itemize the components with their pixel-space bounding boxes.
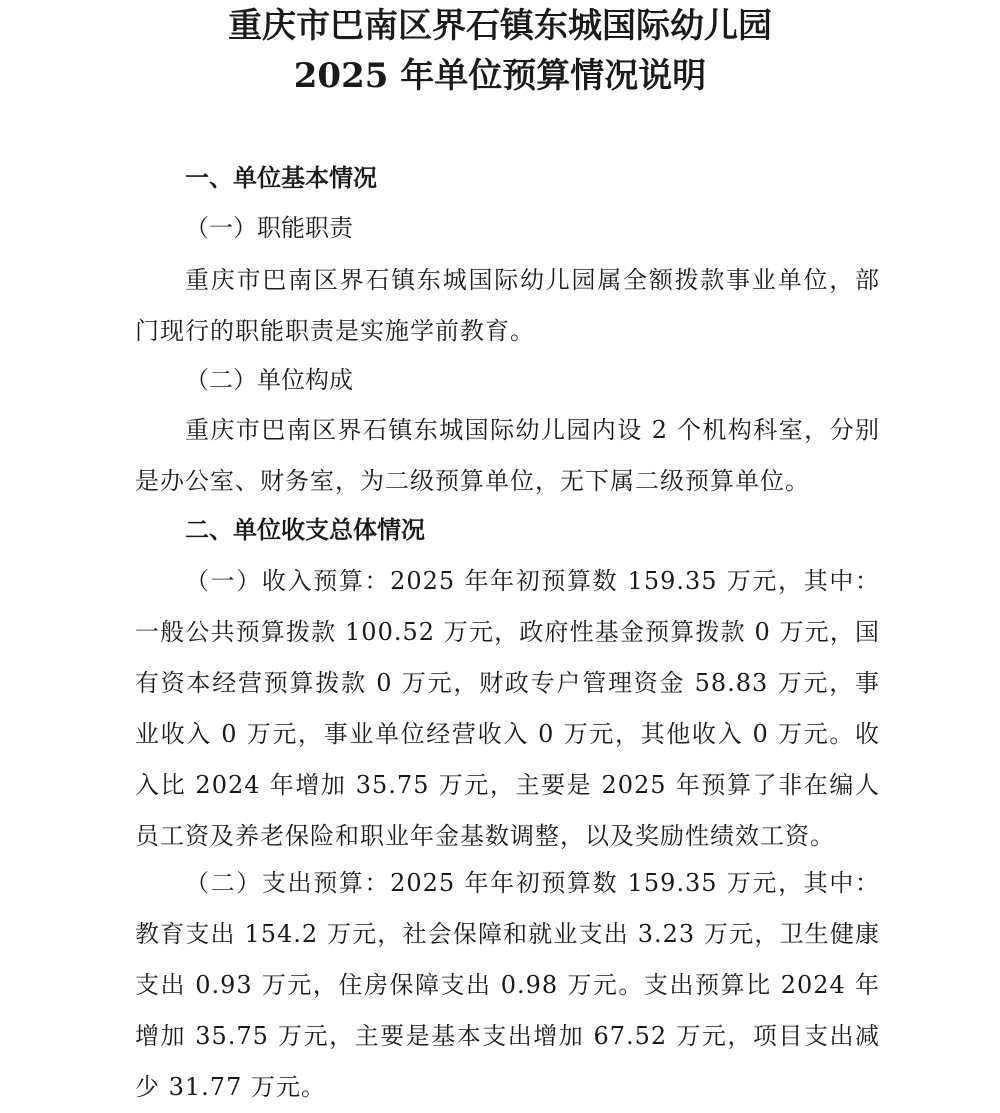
subheading-functions: （一）职能职责	[185, 214, 353, 242]
paragraph-functions: 重庆市巴南区界石镇东城国际幼儿园属全额拨款事业单位，部门现行的职能职责是实施学前教育。	[135, 266, 880, 345]
paragraph-income-budget	[135, 556, 880, 862]
expenditure-budget-text: 2025 年年初预算数 159.35 万元，其中：教育支出 154.2 万元，社会保障和就业支出 3.23 万元，卫生健康支出 0.93 万元，住房保障支出 0.98 万元。支出预算比 2024 年增加 35.75 万元，主要是基本支出增加 67.52 万元，项目支出减少 31.77 万元。	[135, 869, 880, 1101]
subheading-composition: （二）单位构成	[185, 366, 353, 394]
section-heading-budget-overview: 二、单位收支总体情况	[185, 516, 425, 544]
section-heading-basic-info: 一、单位基本情况	[185, 164, 377, 192]
document-title-line2: 2025 年单位预算情况说明	[293, 56, 707, 96]
paragraph-composition: 重庆市巴南区界石镇东城国际幼儿园内设 2 个机构科室，分别是办公室、财务室，为二级预算单位，无下属二级预算单位。	[135, 416, 880, 495]
document-title-line1: 重庆市巴南区界石镇东城国际幼儿园	[228, 6, 772, 46]
expenditure-budget-lead: （二）支出预算：	[185, 869, 391, 897]
income-budget-text: 2025 年年初预算数 159.35 万元，其中：一般公共预算拨款 100.52 万元，政府性基金预算拨款 0 万元，国有资本经营预算拨款 0 万元，财政专户管理资金 58.83 万元，事业收入 0 万元，事业单位经营收入 0 万元，其他收入 0 万元。收入比 2024 年增加 35.75 万元，主要是 2025 年预算了非在编人员工资及养老保险和职业年金基数调整，以及奖励性绩效工资。	[135, 567, 880, 850]
income-budget-lead: （一）收入预算：	[185, 567, 391, 595]
paragraph-expenditure-budget	[135, 858, 880, 1113]
